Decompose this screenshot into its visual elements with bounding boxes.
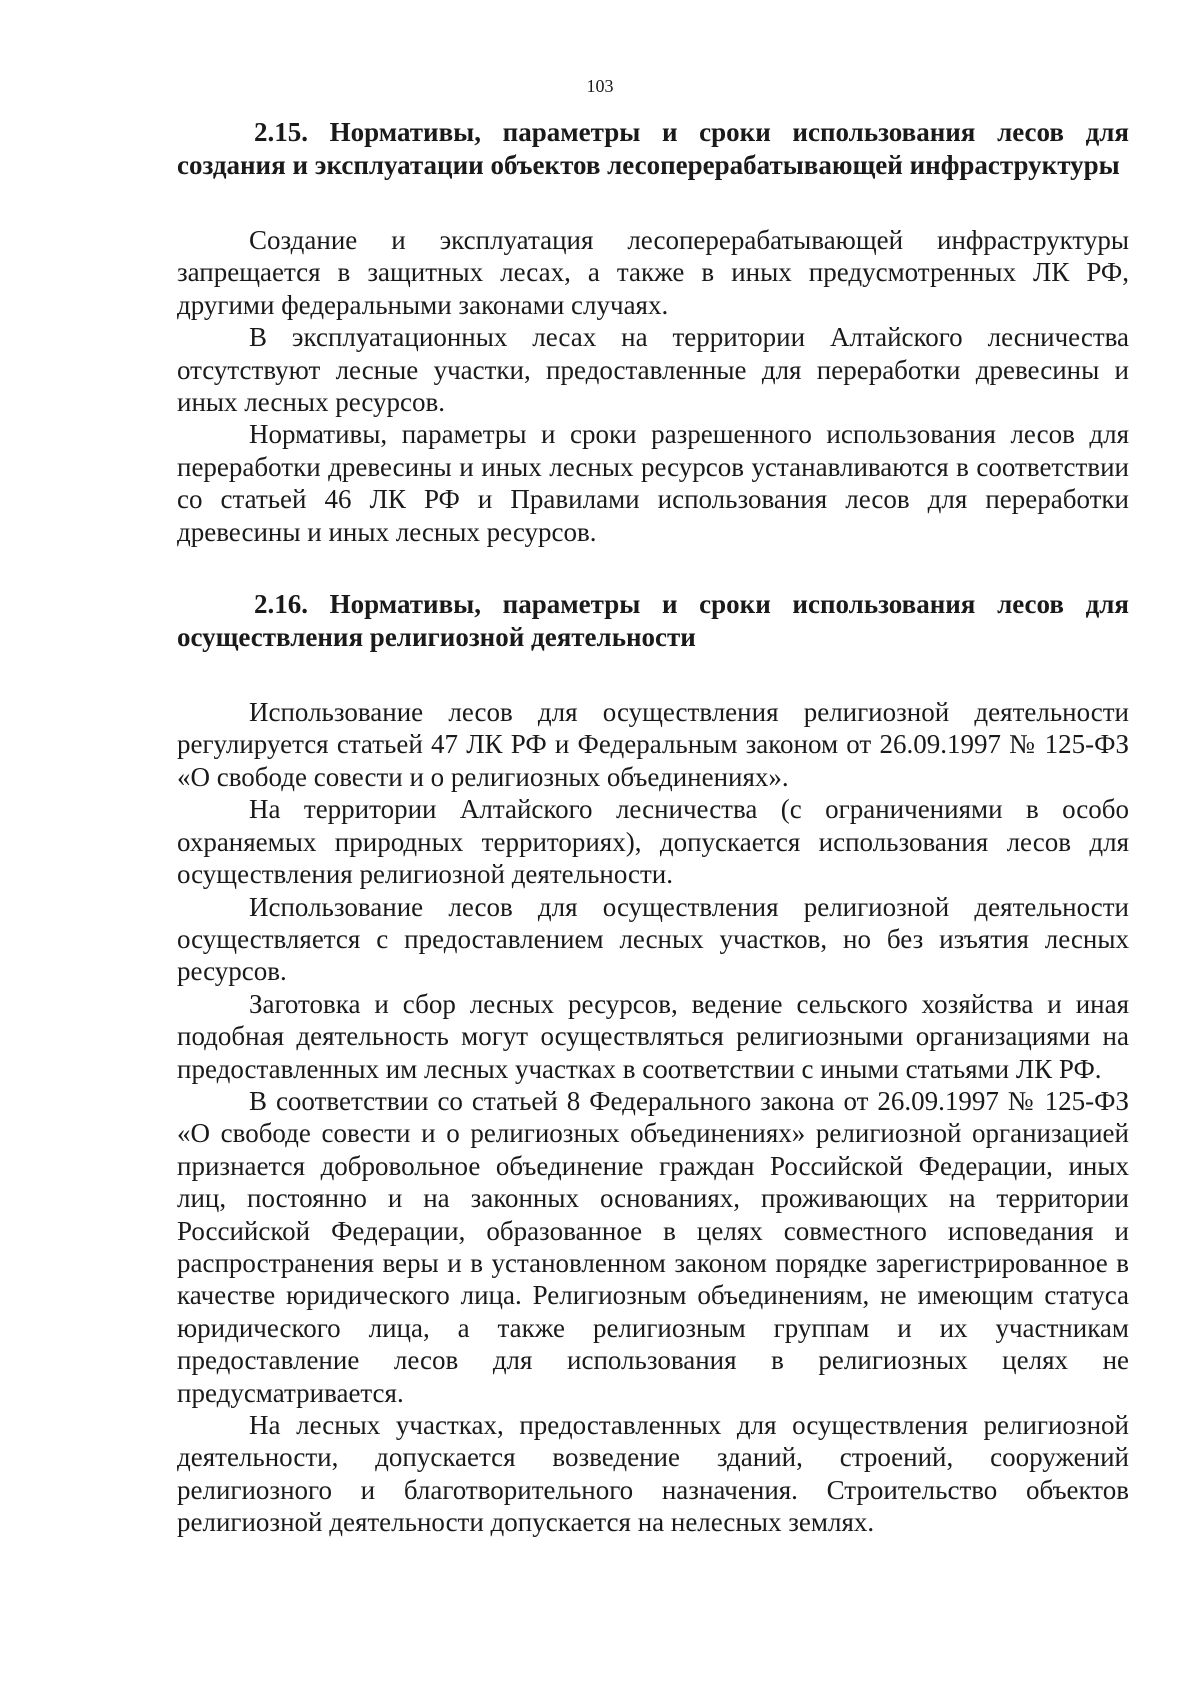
paragraph: Создание и эксплуатация лесоперерабатывающей инфраструктуры запрещается в защитных лесах, а также в иных предусмотренных ЛК РФ, другими федеральными законами случаях.: [177, 225, 1129, 320]
paragraph: Использование лесов для осуществления религиозной деятельности осуществляется с предоставлением лесных участков, но без изъятия лесных ресурсов.: [177, 891, 1129, 987]
section-heading: 2.15. Нормативы, параметры и сроки использования лесов для создания и эксплуатации объектов лесоперерабатывающей инфраструктуры: [177, 117, 1129, 180]
section-2-16: [177, 588, 1129, 1539]
paragraph: В эксплуатационных лесах на территории Алтайского лесничества отсутствуют лесные участки, предоставленные для переработки древесины и иных лесных ресурсов.: [177, 322, 1129, 418]
paragraph: В соответствии со статьей 8 Федерального закона от 26.09.1997 № 125-ФЗ «О свободе совести и о религиозных объединениях» религиозной организацией признается добровольное объединение граждан Российской Федерации, иных лиц, постоянно и на законных основаниях, проживающих на территории Российской Федерации, образованное в целях совместного исповедания и распространения веры и в установленном законом порядке зарегистрированное в качестве юридического лица. Религиозным объединениям, не имеющим статуса юридического лица, а также религиозным группам и их участникам предоставление лесов для использования в религиозных целях не предусматривается.: [177, 1085, 1129, 1408]
paragraph: Использование лесов для осуществления религиозной деятельности регулируется статьей 47 ЛК РФ и Федеральным законом от 26.09.1997 № 125-ФЗ «О свободе совести и о религиозных объединениях».: [177, 697, 1129, 792]
page-number: 103: [586, 76, 614, 96]
section-heading: 2.16. Нормативы, параметры и сроки использования лесов для осуществления религиозной деятельности: [177, 589, 1129, 653]
paragraph: На лесных участках, предоставленных для осуществления религиозной деятельности, допускается возведение зданий, строений, сооружений религиозного и благотворительного назначения. Строительство объектов религиозной деятельности допускается на нелесных землях.: [177, 1410, 1129, 1538]
paragraph: Нормативы, параметры и сроки разрешенного использования лесов для переработки древесины и иных лесных ресурсов устанавливаются в соответствии со статьей 46 ЛК РФ и Правилами использования лесов для переработки древесины и иных лесных ресурсов.: [177, 419, 1129, 547]
page-content: [177, 116, 1129, 1539]
section-2-15: [177, 116, 1129, 548]
section-body: [177, 696, 1129, 1539]
section-body: [177, 224, 1129, 548]
paragraph: Заготовка и сбор лесных ресурсов, ведение сельского хозяйства и иная подобная деятельность могут осуществляться религиозными организациями на предоставленных им лесных участках в соответствии с иными статьями ЛК РФ.: [177, 988, 1129, 1084]
paragraph: На территории Алтайского лесничества (с ограничениями в особо охраняемых природных территориях), допускается использования лесов для осуществления религиозной деятельности.: [177, 794, 1129, 890]
